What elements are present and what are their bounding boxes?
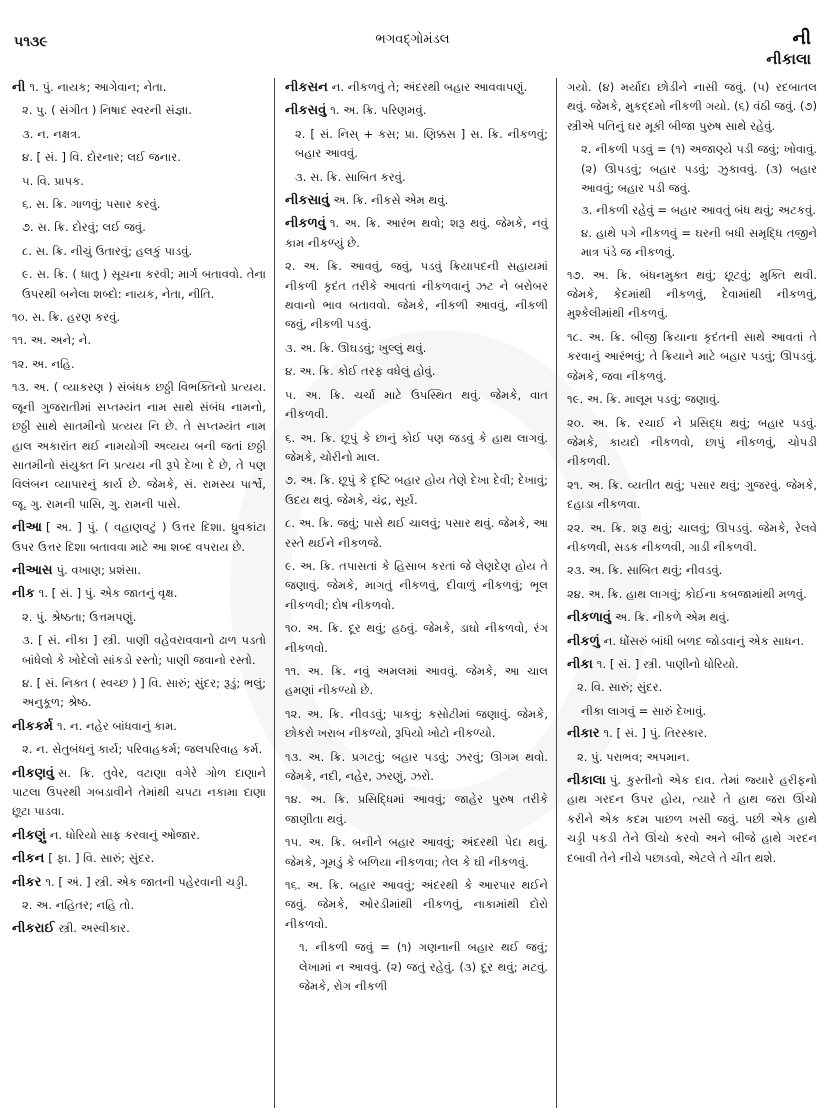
definition-text: ૧. પું. નાયક; આગેવાન; નેતા. [29,80,167,94]
sense-definition: ૪. [ સં. ] વિ. દોરનાર; લઈ જનાર. [22,150,181,165]
dictionary-entry [285,78,548,97]
sense-definition: ૯. અ. ક્રિ. તપાસતાં કે હિસાબ કરતાં જે લેણદેણ હોય તે જણાવું. જેમકે, માગતું નીકળવું, દીવાળું નીકળવું; ભૂલ નીકળવી; દોષ નીકળવો. [285,558,548,612]
sense-definition: ૨. વિ. સારું; સુંદર. [577,680,663,695]
definition-text: પું. વખાણ; પ્રશંસા. [56,562,142,577]
definition-text: [ ફા. ] વિ. સારું; સુંદર. [48,851,155,866]
sense-definition: ૨. ન. સેતુબંધનું કાર્ય; પરિવાહકર્મ; જલપરિવાહ કર્મ. [22,742,263,757]
headword: નીકણું [12,827,46,843]
sense-definition: ૨. પું. શ્રેષ્ઠતા; ઉત્તમપણું. [22,609,137,624]
definition-text: અ. ક્રિ. નીકળે એમ થવું. [615,610,730,625]
sense-definition: ૬. અ. ક્રિ. છૂપું કે છાનું કોઈ પણ જડવું કે હાથ લાગવું. જેમકે, ચોરીનો માલ. [285,430,548,464]
sense-definition: ૩. સ. ક્રિ. સાબિત કરવું. [295,169,406,184]
headword: નીકકર્મ [12,718,53,734]
sense-definition: ૨. અ. નહિતર; નહિ તો. [22,898,135,913]
dictionary-entry [12,873,266,892]
headword: નીઆ [12,520,42,536]
sense-definition: ગયો. (૪) મર્યાદા છોડીને નાસી જવું. (૫) રદબાતલ થવું. જેમકે, મુકદ્દમો નીકળી ગયો. (૬) વંઠી જવું. (૭) સ્ત્રીએ પતિનું ઘર મૂકી બીજા પુરુષ સાથે રહેવું. [567,80,817,133]
sense-definition: ૧૦. સ. ક્રિ. હરણ કરવું. [12,310,121,325]
dictionary-entry [285,101,548,120]
sense-definition: ૬. સ. ક્રિ. ગાળવું; પસાર કરવું. [22,197,161,212]
sense-definition: ૫. અ. ક્રિ. ચર્ચા માટે ઉપસ્થિત થવું. જેમકે, વાત નીકળવી. [285,387,548,422]
dictionary-entry [12,919,266,938]
guide-letter: ની [792,28,811,49]
definition-text: અ. ક્રિ. નીકસે એમ થવું. [333,193,449,208]
sense-definition: ૧૭. અ. ક્રિ. બંધનમુક્ત થવું; છૂટવું; મુક્તિ થવી. જેમકે, કેદમાંથી નીકળવું, દેવામાંથી નીકળવું, મુશ્કેલીમાંથી નીકળવું. [567,267,817,321]
sense-definition: ૧૨. અ. નહિ. [12,356,75,371]
sense-definition: ૧૪. અ. ક્રિ. પ્રસિદ્ધિમાં આવવું; જાહેર પુરુષ તરીકે જાણીતા થવું. [285,792,548,826]
sense-definition: ૪. [ સં. નિક્ત ( સ્વચ્છ ) ] વિ. સારું; સુંદર; રૂડું; ભલું; અનુકૂળ; શ્રેષ્ઠ. [22,675,266,710]
headword: નીકળવું [285,216,326,232]
definition-text: ૧. [ અં. ] સ્ત્રી. એક જાતની પહેરવાની ચડ્ડી. [45,874,248,889]
definition-text: ૧. [ સં. ] પું. તિરસ્કાર. [603,726,708,741]
definition-text: ન. ધોંસરું બાંધી બળદ જોડવાનું એક સાધન. [603,633,805,648]
dictionary-entry [12,78,266,97]
headword: નીકર [12,874,42,890]
headword: નીક [12,586,35,602]
definition-text: સ્ત્રી. અસ્વીકાર. [58,921,130,936]
dictionary-entry [567,655,817,674]
dictionary-entry [12,584,266,603]
sense-definition: ૨૩. અ. ક્રિ. સાબિત થવું; નીવડવું. [567,563,723,578]
headword: નીકસન [285,80,328,95]
headword: નીઆસ [12,562,53,578]
sense-definition: ૧૧. અ. ક્રિ. નવું અમલમાં આવવું. જેમકે, આ ચાલ હમણાં નીકળ્યો છે. [285,663,548,698]
idiom-phrase: ૩. નીકળી રહેવું = બહાર આવતું બંધ થવું; અટકવું. [581,203,816,218]
sense-definition: ૩. ન. નક્ષત્ર. [22,126,81,141]
definition-text: ન. નીકળવું તે; અંદરથી બહાર આવવાપણું. [331,80,528,94]
sense-definition: ૨૨. અ. ક્રિ. શરૂ થવું; ચાલવું; ઊપડવું. જેમકે, રેલવે નીકળવી, સડક નીકળવી, ગાડી નીકળવી. [567,520,817,554]
sense-definition: ૧૩. અ. ક્રિ. પ્રગટવું; બહાર પડવું; ઝરવું; ઊગમ થવો. જેમકે, નદી, નહેર, ઝરણું, ઝરો. [285,749,548,783]
dictionary-entry [567,724,817,743]
dictionary-entry [12,717,266,736]
sense-definition: ૩. અ. ક્રિ. ઊઘડવું; ખુલ્લું થવું. [285,340,427,355]
definition-text: ૧. અ. ક્રિ. પરિણમવું. [330,103,427,118]
sense-definition: ૧૯. અ. ક્રિ. માલૂમ પડવું; જણાવું. [567,392,720,407]
headword: નીકળાવું [567,610,612,626]
definition-text: ન. ધોરિયો સાફ કરવાનું ઓજાર. [49,827,200,842]
dictionary-entry [12,561,266,580]
sense-definition: ૧૩. અ. ( વ્યાકરણ ) સંબંધક છઠ્ઠી વિભક્તિનો પ્રત્યય. જૂની ગુજરાતીમાં સપ્તમ્યંત નામ સાથે સંબંધ નામનો, છઠ્ઠી સાથે સાતમીનો પ્રત્યય નિ છે. તે સપ્તમ્યંત નામ હાલ અકારાંત થઈ નામયોગી અવ્યય બની જતાં છઠ્ઠી સાતમીનો સંયુક્ત નિ પ્રત્યય ની રૂપે દેખા દે છે, તે પણ વિલંબન વ્યાપારનું કાર્ય છે. જેમકે, સં. રામસ્ય પાર્શ્વે, જૂ. ગુ. રામની પાસિ, ગુ. રામની પાસે. [12,380,266,511]
sense-definition: ૮. સ. ક્રિ. નીચું ઉતારવું; હલકું પાડવું. [22,243,193,258]
sense-definition: ૨. પું. પરાભવ; અપમાન. [577,749,690,764]
definition-text: સ. ક્રિ. તુવેર, વટાણા વગેરે ગોળ દાણાને પાટલા ઉપરથી ગબડાવીને તેમાંથી ચપટા નકામા દાણા છૂટા પાડવા. [12,765,266,819]
definition-text: [ અ. ] પું. ( વહાણવટું ) ઉત્તર દિશા. ધ્રુવકાંટા ઉપર ઉત્તર દિશા બતાવવા માટે આ શબ્દ વપરાય છે. [12,520,266,554]
definition-text: ૧. અ. ક્રિ. આરંભ થવો; શરૂ થવું. જેમકે, નવું કામ નીકળ્યું છે. [285,216,548,250]
sense-definition: ૯. સ. ક્રિ. ( ધાતુ ) સૂચના કરવી; માર્ગ બતાવવો. તેના ઉપરથી બનેલા શબ્દો: નાયક, નેતા, નીતિ. [22,267,266,301]
dictionary-entry [285,191,548,210]
dictionary-entry [12,849,266,868]
headword: નીકસવું [285,103,327,119]
headword: નીકાર [567,726,600,742]
headword: નીકરાઈ [12,921,55,937]
definition-text: ૧. [ સં. ] પું. એક જાતનું વૃક્ષ. [38,586,178,601]
page-number: ૫૧૩૯ [14,34,48,50]
dictionary-entry [567,632,817,651]
definition-text: ૧. ન. નહેર બાંધવાનું કામ. [56,718,177,733]
dictionary-entry [12,518,266,557]
idiom-phrase: ૨. નીકળી પડવું = (૧) અજાણ્યે પડી જવું; ખોવાવું. (૨) ઊપડવું; બહાર પડવું; ઝુકાવવું. (૩) બહાર આવવું; બહાર પડી જવું. [581,142,817,196]
headword: નીકા [567,656,593,672]
headword: નીકાલા [567,773,606,788]
idiom-phrase: નીકા લાગવું = સારું દેખાવું. [581,703,707,718]
definition-text: ૧. [ સં. ] સ્ત્રી. પાણીનો ધોરિયો. [596,656,739,671]
sense-definition: ૨૪. અ. ક્રિ. હાથ લાગવું; કોઈના કબજામાંથી મળવું. [567,586,807,601]
dictionary-entry [12,764,266,822]
sense-definition: ૨. પુ. ( સંગીત ) નિષાદ સ્વરની સંજ્ઞા. [22,103,192,118]
sense-definition: ૩. [ સં. નીકા ] સ્ત્રી. પાણી વહેવરાવવાનો ઢાળ પડતો બાંધેલો કે ખોદેલો સાંકડો રસ્તો; પાણી જવાનો રસ્તો. [22,633,266,667]
sense-definition: ૧૨. અ. ક્રિ. નીવડવું; પાકવું; કસોટીમાં જણાવું. જેમકે, છોકરો ખરાબ નીકળ્યો, રૂપિયો ખોટો નીકળ્યો. [285,706,548,741]
headword: નીકન [12,851,45,867]
column-2 [275,78,557,1108]
sense-definition: ૫. વિ. પ્રાપક. [22,173,84,188]
sense-definition: ૧૫. અ. ક્રિ. બનીને બહાર આવવું; અંદરથી પેદા થવું. જેમકે, ગૂમડું કે બળિયા નીકળવા; તેલ કે ઘી નીકળવું. [285,835,548,869]
sense-definition: ૭. અ. ક્રિ. છૂપું કે દૃષ્ટિ બહાર હોય તેણે દેખા દેવી; દેખાવું; ઉદય થવું. જેમકે, ચંદ્ર, સૂર્ય. [285,473,548,507]
sense-definition: ૨. અ. ક્રિ. આવવું, જવું, પડવું ક્રિયાપદની સહાયમાં નીકળી કૃદંત તરીકે આવતાં નીકળવાનું ઝટ ને બરોબર થવાનો ભાવ બતાવવો. જેમકે, નીકળી આવવું, નીકળી જવું, નીકળી પડવું. [285,259,548,332]
definition-text: પું. કુસ્તીનો એક દાવ. તેમાં જ્યારે હરીફનો હાથ ગરદન ઉપર હોય, ત્યારે તે હાથ જરા ઊંચો કરીને એક કદમ પાછળ ખસી જવું. પછી એક હાથે ચડ્ડી પકડી તેને ઊંચો કરવો અને બીજે હાથે ગરદન દબાવી તેને નીચે પછાડવો, એટલે તે ચીત થશે. [567,773,817,865]
sense-definition: ૧૬. અ. ક્રિ. બહાર આવવું; અંદરથી કે આરપાર થઈને જવું. જેમકે, ઓરડીમાંથી નીકળવું, નાકામાંથી દોરો નીકળવો. [285,878,548,931]
page-header [0,28,825,68]
column-3 [557,78,817,1108]
sense-definition: ૪. અ. ક્રિ. કોઈ તરફ વધેલું હોવું. [285,364,436,379]
headword: ની [12,80,26,95]
dictionary-entry [567,608,817,627]
dictionary-entry [285,214,548,253]
headword: નીકસાવું [285,193,330,209]
sense-definition: ૨૦. અ. ક્રિ. રચાઈ ને પ્રસિદ્ધ થવું; બહાર પડવું. જેમકે, કાયદો નીકળવો, છાપું નીકળવું, ચોપડી નીકળવી. [567,415,817,469]
sense-definition: ૭. સ. ક્રિ. દોરવું; લઈ જવું. [22,220,146,235]
headword: નીકણવું [12,765,55,781]
running-title: ભગવદ્ગોમંડલ [375,32,450,47]
guide-word: નીકાલા [766,50,811,68]
idiom-phrase: ૪. હાથે પગે નીકળવું = ઘરની બધી સમૃદ્ધિ તજીને માત્ર પંડે જ નીકળવું. [581,225,817,260]
sense-definition: ૨૧. અ. ક્રિ. વ્યતીત થવું; પસાર થવું; ગુજરવું. જેમકે, દહાડા નીકળવા. [567,477,817,512]
headword: નીકળું [567,633,600,649]
dictionary-columns [12,78,817,1108]
sense-definition: ૧૧. અ. અને; ને. [12,333,92,348]
sense-definition: ૮. અ. ક્રિ. જવું; પાસે થઈ ચાલવું; પસાર થવું. જેમકે, આ રસ્તે થઈને નીકળજે. [285,516,548,550]
sense-definition: ૧૦. અ. ક્રિ. દૂર થવું; હઠવું. જેમકે, ડાઘો નીકળવો, રંગ નીકળવો. [285,621,548,655]
column-1 [12,78,275,1108]
dictionary-entry [567,771,817,868]
idiom-phrase: ૧. નીકળી જવું = (૧) ગણનાની બહાર થઈ જવું; લેખામાં ન આવવું. (૨) જતું રહેવું. (૩) દૂર થવું; મટવું. જેમકે, રોગ નીકળી [299,940,548,994]
dictionary-entry [12,826,266,845]
sense-definition: ૨. [ સં. નિસ્ + કસ; પ્રા. ણિક્કસ ] સ. ક્રિ. નીકળવું; બહાર આવવું. [295,126,548,161]
sense-definition: ૧૮. અ. ક્રિ. બીજી ક્રિયાના કૃદંતની સાથે આવતાં તે કરવાનું આરંભવું; તે ક્રિયાને માટે બહાર પડવું; ઊપડવું. જેમકે, જવા નીકળવું. [567,329,817,383]
